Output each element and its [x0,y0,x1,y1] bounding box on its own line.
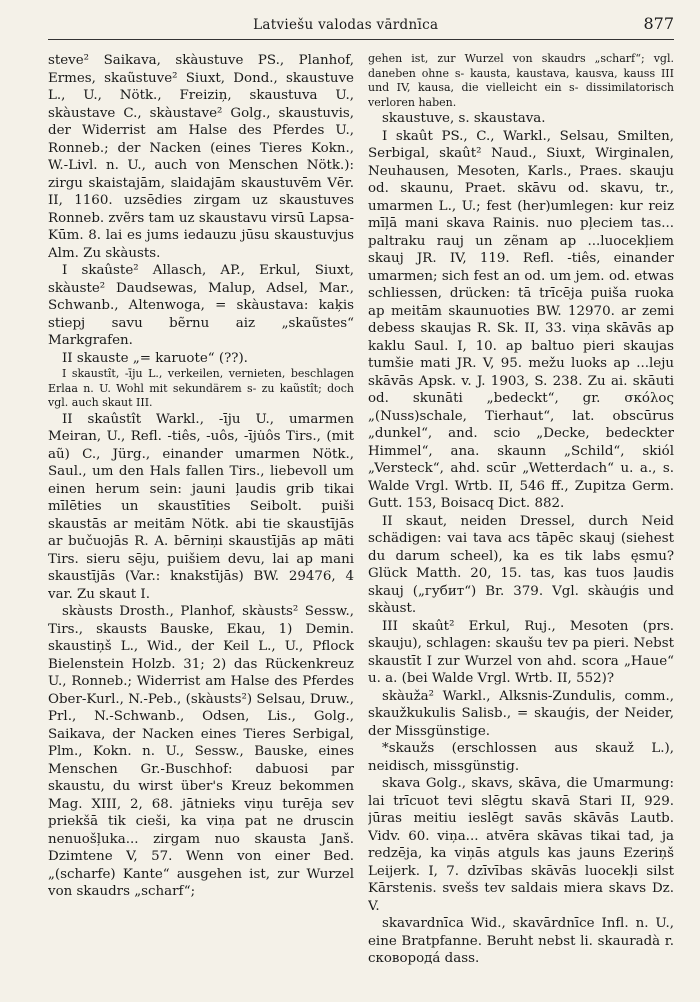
dictionary-entry: skava Golg., skavs, skāva, die Umarmung: lai trīcuot tevi slēgtu skavā Stari II, 929. jūras meitiu ieslēgt savās skāvās Lautb. Vidv. 60. viņa... atvēra skāvas tikai tad, ja redzēja, ka viņās atguls kas jauns Ezeriņš Leijerk. I, 7. dzīvības skāvās luocekļi silst Kārstenis. svešs tev saldais miera skavs Dz. V. [368,776,674,914]
right-column [368,52,674,1002]
dictionary-entry: skaustuve, s. skaustava. [382,111,546,126]
dictionary-entry: skavardnīca Wid., skavārdnīce Infl. n. U., eine Bratpfanne. Beruht nebst li. skauradà r. сковородá dass. [368,916,674,966]
page-number: 877 [643,14,674,33]
dictionary-entry: gehen ist, zur Wurzel von skaudrs „scharf“; vgl. daneben ohne s- kausta, kaustava, kausva, kauss III und IV, kausa, die vielleicht ein s- dissimilatorisch verloren haben. [368,52,674,109]
dictionary-entry: skàusts Drosth., Planhof, skàusts² Sessw., Tirs., skausts Bauske, Ekau, 1) Demin. skaustiņš L., Wid., der Keil L., U., Pflock Bielenstein Holzb. 31; 2) das Rückenkreuz U., Ronneb.; Widerrist am Halse des Pferdes Ober-Kurl., N.-Peb., (skàusts²) Selsau, Druw., Prl., N.-Schwanb., Odsen, Lis., Golg., Saikava, der Nacken eines Tieres Serbigal, Plm., Kokn. n. U., Sessw., Bauske, eines Menschen Gr.-Buschhof: dabuosi par skaustu, du wirst über's Kreuz bekommen Mag. XIII, 2, 68. jātnieks viņu turēja sev priekšā tik cieši, ka viņa pat ne druscin nenuošļuka... zirgam nuo skausta Janš. Dzimtene V, 57. Wenn von einer Bed. „(scharfe) Kante“ ausgehen ist, zur Wurzel von skaudrs „scharf“; [48,604,354,899]
dictionary-entry: I skaustît, -īju L., verkeilen, vernieten, beschlagen Erlaa n. U. Wohl mit sekundärem s- zu kaũstît; doch vgl. auch skaut III. [48,367,354,409]
text-columns [48,52,674,1002]
dictionary-entry: I skaût PS., C., Warkl., Selsau, Smilten, Serbigal, skaût² Naud., Siuxt, Wirginalen, Neuhausen, Mesoten, Karls., Praes. skauju od. skaunu, Praet. skāvu od. skavu, tr., umarmen L., U.; fest (her)umlegen: kur reiz mīļā mani skava Rainis. nuo pļeciem tas... paltraku rauj un zẽnam ap ...luocekļiem skauj JR. IV, 119. Refl. -tiês, einander umarmen; sich fest an od. um jem. od. etwas schliessen, drücken: tā trīcēja puiša ruoka ap meitām skaunuoties BW. 12970. ar zemi debess skaujas R. Sk. II, 33. viņa skāvās ap kaklu Saul. I, 10. ap baltuo pieri skaujas tumšie mati JR. V, 95. mežu luoks ap ...leju skāvās Apsk. v. J. 1903, S. 238. Zu ai. skāuti od. skunāti „bedeckt“, gr. σκόλος „(Nuss)schale, Tierhaut“, lat. obscūrus „dunkel“, and. scio „Decke, bedeckter Himmel“, ana. skaunn „Schild“, skiól „Versteck“, ahd. scūr „Wetterdach“ u. a., s. Walde Vrgl. Wrtb. II, 546 ff., Zupitza Germ. Gutt. 153, Boisacq Dict. 882. [368,128,674,511]
dictionary-entry: II skaut, neiden Dressel, durch Neid schädigen: vai tava acs tāpēc skauj (siehest du darum scheel), ka es tik labs ęsmu? Glück Matth. 20, 15. tas, kas tuos ļaudis skauj („губит“) Br. 379. Vgl. skàuģis und skàust. [368,513,674,616]
dictionary-entry: III skaût² Erkul, Ruj., Mesoten (prs. skauju), schlagen: skaušu tev pa pieri. Nebst skaustīt I zur Wurzel von ahd. scora „Haue“ u. a. (bei Walde Vrgl. Wrtb. II, 552)? [368,618,674,686]
dictionary-entry: I skaûste² Allasch, AP., Erkul, Siuxt, skàuste² Daudsewas, Malup, Adsel, Mar., Schwanb., Altenwoga, = skàustava: kaķis stiepj savu bẽrnu aiz „skaũstes“ Markgrafen. [48,263,354,348]
dictionary-entry: II skaûstît Warkl., -īju U., umarmen Meiran, U., Refl. -tiês, -uôs, -īju̇ôs Tirs., (mit aũ) C., Jürg., einander umarmen Nötk., Saul., um den Hals fallen Tirs., liebevoll um einen herum sein: jauni ļaudis grib tikai mīlēties un skaustīties Seibolt. puiši skaustās ar meitām Nötk. abi tie skaustījās ar bučuojās R. A. bērniņi skaustījās ap māti Tirs. sieru sēju, puišiem devu, lai ap mani skaustījās (Var.: knakstījās) BW. 29476, 4 var. Zu skaut I. [48,411,354,602]
dictionary-entry: steve² Saikava, skàustuve PS., Planhof, Ermes, skaũstuve² Siuxt, Dond., skaustuve L., U., Nötk., Freiziņ, skaustuva U., skàustave C., skàustave² Golg., skaustuvis, der Widerrist am Halse des Pferdes U., Ronneb.; der Nacken (eines Tieres Kokn., W.-Livl. n. U., auch von Menschen Nötk.): zirgu skaistajām, slaidajām skaustuvēm Vēr. II, 1160. uzsēdies zirgam uz skaustuves Ronneb. zvẽrs tam uz skaustavu virsū Lapsa-Kūm. 8. lai es jums iedauzu jūsu skaustuvjus Alm. Zu skàusts. [48,53,354,261]
dictionary-entry: skàuža² Warkl., Alksnis-Zundulis, comm., skaužkukulis Salisb., = skauģis, der Neider, der Missgünstige. [368,688,674,739]
dictionary-entry: *skaužs (erschlossen aus skauž L.), neidisch, missgünstig. [368,741,674,774]
page-header [48,14,674,40]
left-column [48,52,354,1002]
page-title: Latviešu valodas vārdnīca [253,17,439,33]
dictionary-entry: II skauste „= karuote“ (??). [62,350,248,366]
